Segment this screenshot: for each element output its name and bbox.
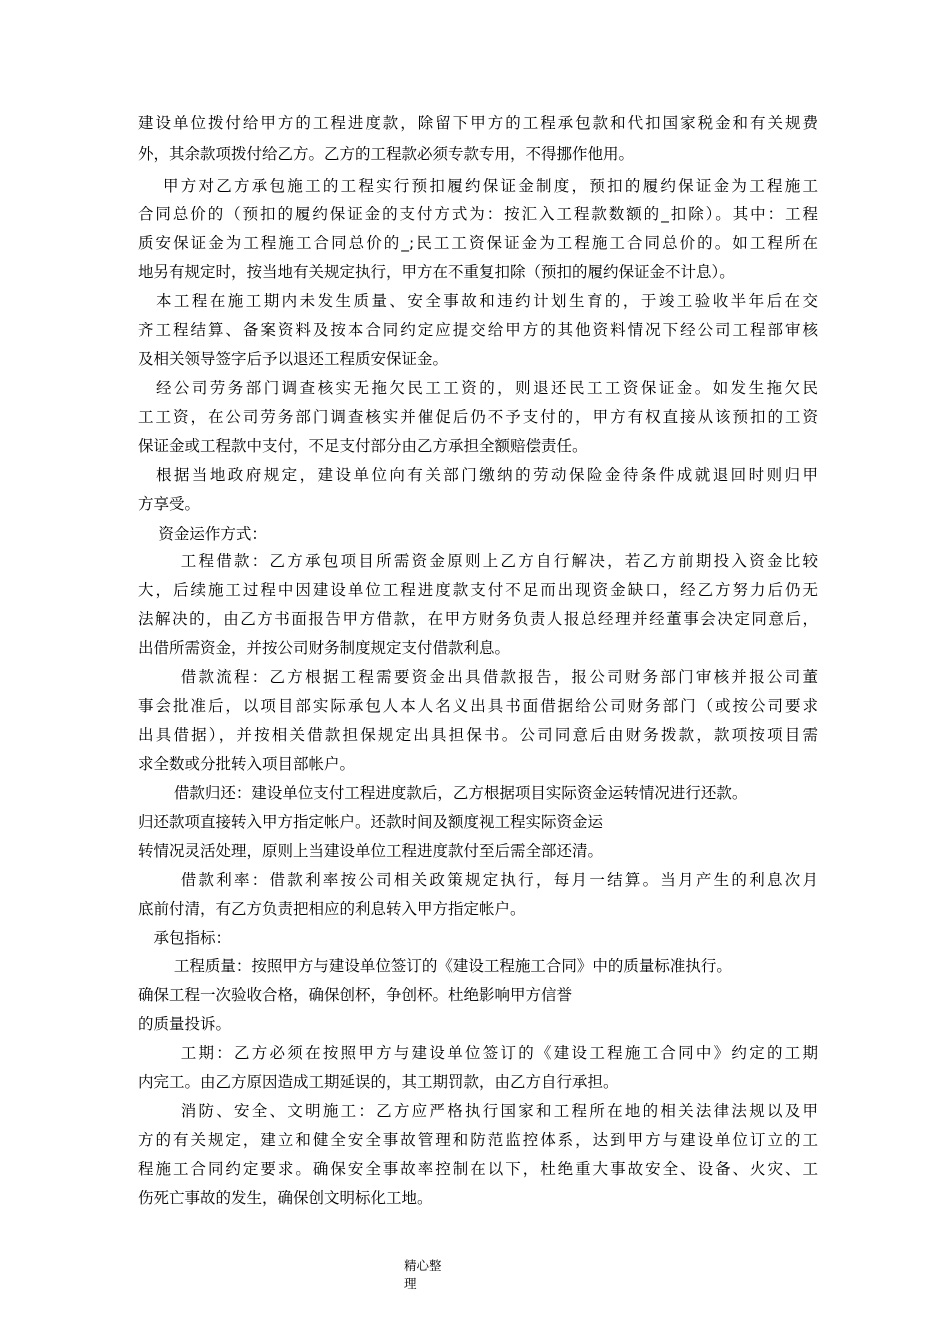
text-line: 方的有关规定，建立和健全安全事故管理和防范监控体系，达到甲方与建设单位订立的工 bbox=[138, 1131, 818, 1149]
text-line: 大，后续施工过程中因建设单位工程进度款支付不足而出现资金缺口，经乙方努力后仍无 bbox=[138, 581, 818, 599]
text-line: 事会批准后，以项目部实际承包人本人名义出具书面借据给公司财务部门（或按公司要求 bbox=[138, 697, 818, 715]
text-line: 经公司劳务部门调查核实无拖欠民工工资的，则退还民工工资保证金。如发生拖欠民 bbox=[138, 379, 818, 397]
text-line: 方享受。 bbox=[138, 495, 201, 513]
text-line: 法解决的，由乙方书面报告甲方借款，在甲方财务负责人报总经理并经董事会决定同意后， bbox=[138, 610, 818, 628]
text-line: 程施工合同约定要求。确保安全事故率控制在以下，杜绝重大事故安全、设备、火灾、工 bbox=[138, 1160, 818, 1178]
text-line: 求全数或分批转入项目部帐户。 bbox=[138, 755, 356, 773]
text-line: 甲方对乙方承包施工的工程实行预扣履约保证金制度，预扣的履约保证金为工程施工 bbox=[138, 177, 818, 195]
text-line: 工期：乙方必须在按照甲方与建设单位签订的《建设工程施工合同中》约定的工期 bbox=[138, 1044, 818, 1062]
text-line: 根据当地政府规定，建设单位向有关部门缴纳的劳动保险金待条件成就退回时则归甲 bbox=[138, 466, 818, 484]
text-line: 确保工程一次验收合格，确保创杯，争创杯。杜绝影响甲方信誉 bbox=[138, 986, 573, 1004]
text-line: 内完工。由乙方原因造成工期延误的，其工期罚款，由乙方自行承担。 bbox=[138, 1073, 619, 1091]
text-line: 合同总价的（预扣的履约保证金的支付方式为：按汇入工程款数额的_扣除）。其中：工程 bbox=[138, 205, 818, 223]
text-line: 资金运作方式： bbox=[138, 525, 267, 543]
text-line: 承包指标： bbox=[138, 929, 232, 947]
text-line: 质安保证金为工程施工合同总价的_;民工工资保证金为工程施工合同总价的。如工程所在 bbox=[138, 234, 818, 252]
text-line: 的质量投诉。 bbox=[138, 1015, 232, 1033]
footer-note-line2: 理 bbox=[404, 1276, 417, 1291]
text-line: 伤死亡事故的发生，确保创文明标化工地。 bbox=[138, 1189, 433, 1207]
text-line: 本工程在施工期内未发生质量、安全事故和违约计划生育的，于竣工验收半年后在交 bbox=[138, 292, 818, 310]
text-line: 借款归还：建设单位支付工程进度款后，乙方根据项目实际资金运转情况进行还款。 bbox=[138, 784, 748, 802]
text-line: 及相关领导签字后予以退还工程质安保证金。 bbox=[138, 350, 449, 368]
text-line: 出借所需资金，并按公司财务制度规定支付借款利息。 bbox=[138, 639, 511, 657]
text-line: 转情况灵活处理，原则上当建设单位工程进度款付至后需全部还清。 bbox=[138, 842, 604, 860]
text-line: 底前付清，有乙方负责把相应的利息转入甲方指定帐户。 bbox=[138, 900, 526, 918]
text-line: 借款流程：乙方根据工程需要资金出具借款报告，报公司财务部门审核并报公司董 bbox=[138, 668, 818, 686]
text-line: 地另有规定时，按当地有关规定执行，甲方在不重复扣除（预扣的履约保证金不计息）。 bbox=[138, 263, 735, 281]
text-line: 归还款项直接转入甲方指定帐户。还款时间及额度视工程实际资金运 bbox=[138, 813, 604, 831]
footer-note-line1: 精心整 bbox=[404, 1258, 442, 1273]
text-line: 齐工程结算、备案资料及按本合同约定应提交给甲方的其他资料情况下经公司工程部审核 bbox=[138, 321, 818, 339]
text-line: 出具借据），并按相关借款担保规定出具担保书。公司同意后由财务拨款，款项按项目需 bbox=[138, 726, 818, 744]
text-line: 借款利率：借款利率按公司相关政策规定执行，每月一结算。当月产生的利息次月 bbox=[138, 871, 818, 889]
text-line: 外，其余款项拨付给乙方。乙方的工程款必须专款专用，不得挪作他用。 bbox=[138, 145, 635, 163]
text-line: 工工资，在公司劳务部门调查核实并催促后仍不予支付的，甲方有权直接从该预扣的工资 bbox=[138, 408, 818, 426]
text-line: 建设单位拨付给甲方的工程进度款，除留下甲方的工程承包款和代扣国家税金和有关规费 bbox=[138, 114, 818, 132]
text-line: 工程质量：按照甲方与建设单位签订的《建设工程施工合同》中的质量标准执行。 bbox=[138, 957, 732, 975]
text-line: 保证金或工程款中支付，不足支付部分由乙方承担全额赔偿责任。 bbox=[138, 437, 588, 455]
text-line: 工程借款：乙方承包项目所需资金原则上乙方自行解决，若乙方前期投入资金比较 bbox=[138, 552, 818, 570]
text-line: 消防、安全、文明施工：乙方应严格执行国家和工程所在地的相关法律法规以及甲 bbox=[138, 1102, 818, 1120]
